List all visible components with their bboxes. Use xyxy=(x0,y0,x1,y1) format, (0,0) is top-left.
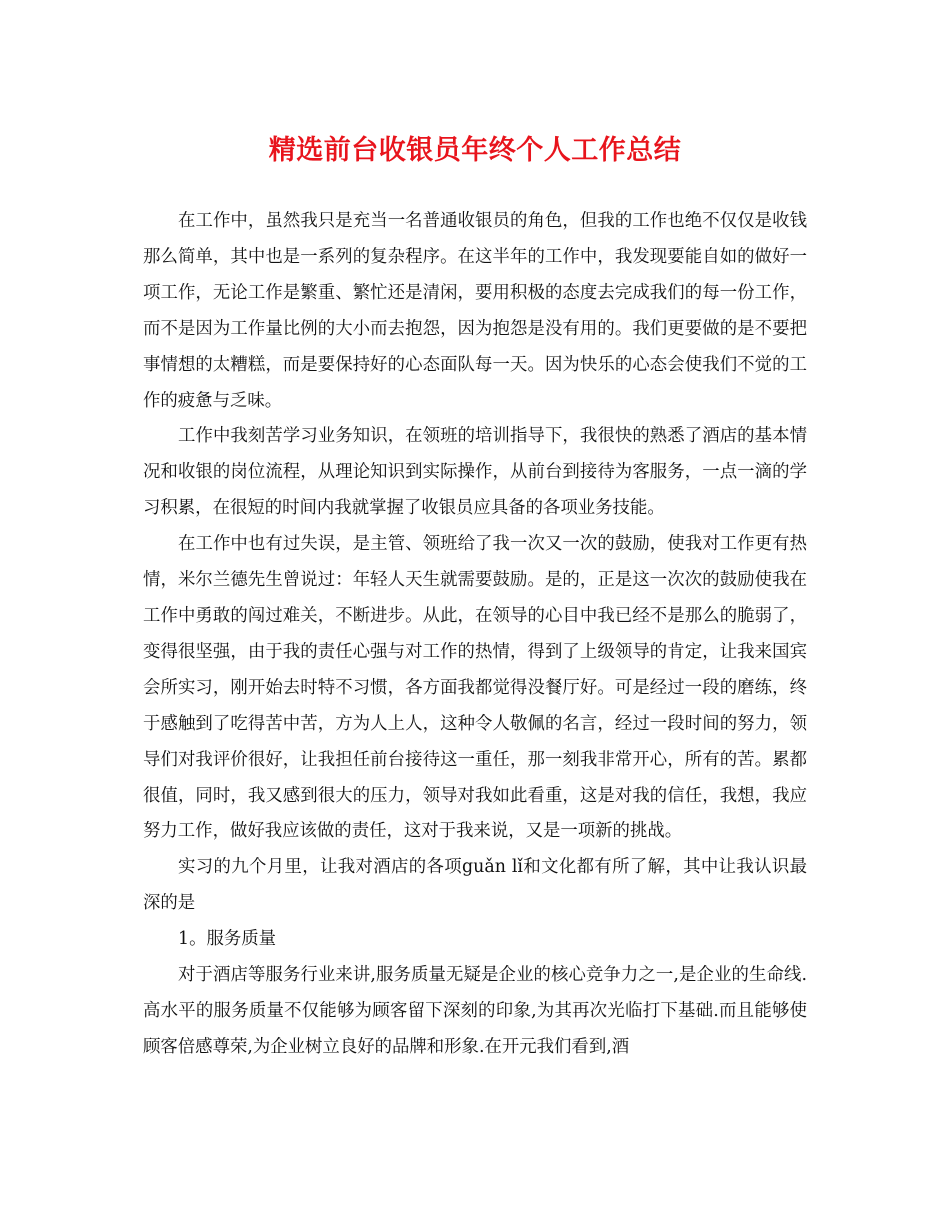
paragraph: 对于酒店等服务行业来讲,服务质量无疑是企业的核心竞争力之一,是企业的生命线.高水平的服务质量不仅能够为顾客留下深刻的印象,为其再次光临打下基础.而且能够使顾客倍感尊荣,为企业树立良好的品牌和形象.在开元我们看到,酒 xyxy=(143,965,807,1057)
paragraph: 工作中我刻苦学习业务知识，在领班的培训指导下，我很快的熟悉了酒店的基本情况和收银的岗位流程，从理论知识到实际操作，从前台到接待为客服务，一点一滴的学习积累，在很短的时间内我就掌握了收银员应具备的各项业务技能。 xyxy=(143,426,807,519)
document-body xyxy=(143,204,807,1066)
document-title: 精选前台收银员年终个人工作总结 xyxy=(268,135,682,166)
paragraph: 实习的九个月里，让我对酒店的各项guǎn lǐ和文化都有所了解，其中让我认识最深的是 xyxy=(143,857,807,914)
paragraph: 在工作中，虽然我只是充当一名普通收银员的角色，但我的工作也绝不仅仅是收钱那么简单，其中也是一系列的复杂程序。在这半年的工作中，我发现要能自如的做好一项工作，无论工作是繁重、繁忙还是清闲，要用积极的态度去完成我们的每一份工作，而不是因为工作量比例的大小而去抱怨，因为抱怨是没有用的。我们更要做的是不要把事情想的太糟糕，而是要保持好的心态面队每一天。因为快乐的心态会使我们不觉的工作的疲惫与乏味。 xyxy=(143,211,807,411)
section-heading: 1。服务质量 xyxy=(178,929,277,950)
paragraph: 在工作中也有过失误，是主管、领班给了我一次又一次的鼓励，使我对工作更有热情，米尔兰德先生曾说过：年轻人天生就需要鼓励。是的，正是这一次次的鼓励使我在工作中勇敢的闯过难关，不断进步。从此，在领导的心目中我已经不是那么的脆弱了，变得很坚强，由于我的责任心强与对工作的热情，得到了上级领导的肯定，让我来国宾会所实习，刚开始去时特不习惯，各方面我都觉得没餐厅好。可是经过一段的磨练，终于感触到了吃得苦中苦，方为人上人，这种令人敬佩的名言，经过一段时间的努力，领导们对我评价很好，让我担任前台接待这一重任，那一刻我非常开心，所有的苦。累都很值，同时，我又感到很大的压力，领导对我如此看重，这是对我的信任，我想，我应努力工作，做好我应该做的责任，这对于我来说，又是一项新的挑战。 xyxy=(143,534,807,842)
